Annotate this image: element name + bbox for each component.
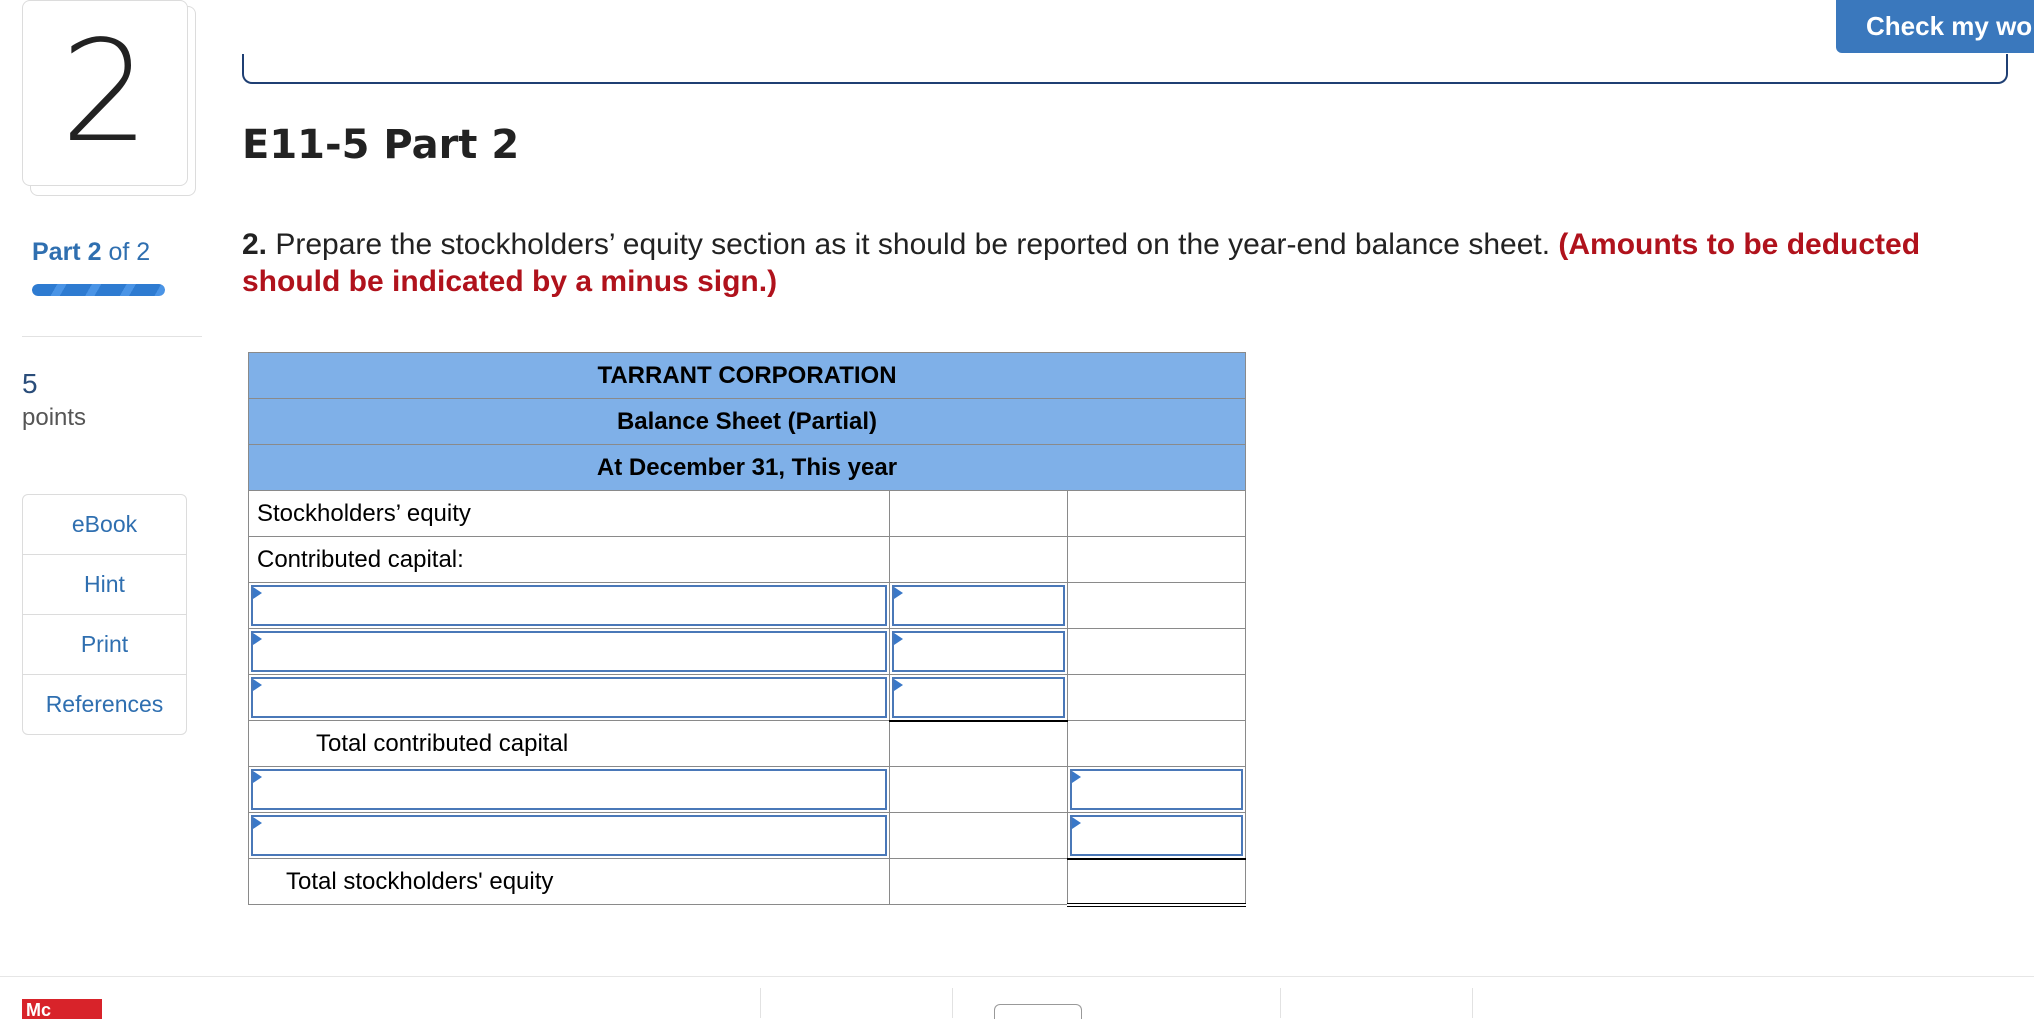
table-row [249,767,1246,813]
company-name: TARRANT CORPORATION [249,353,1246,399]
part-indicator [32,238,150,267]
total-contributed-amount [1068,721,1246,767]
row-label-equity: Stockholders’ equity [249,491,890,537]
account-dropdown-3[interactable] [251,677,887,718]
references-button[interactable]: References [45,691,164,717]
static-cell [890,491,1068,537]
question-number: 2 [22,0,188,186]
account-dropdown-4[interactable] [251,769,887,810]
static-cell [890,537,1068,583]
sidebar-divider [22,336,202,337]
static-cell [890,859,1068,905]
amount-input-2[interactable] [892,631,1065,672]
print-button[interactable]: Print [23,615,186,675]
balance-sheet-table [248,352,1246,907]
table-row [249,537,1246,583]
table-row [249,859,1246,905]
static-cell [1068,491,1246,537]
part-progress-bar [32,284,165,296]
table-row [249,721,1246,767]
points-value: 5 [22,368,38,399]
amount-input-1[interactable] [892,585,1065,626]
content-frame [242,54,2008,84]
statement-name: Balance Sheet (Partial) [249,399,1246,445]
hint-button[interactable]: Hint [23,555,186,615]
page-title: E11-5 Part 2 [242,122,520,168]
table-row [249,583,1246,629]
row-label-total-equity: Total stockholders' equity [249,859,890,905]
static-cell [890,813,1068,859]
amount-input-4[interactable] [1070,769,1243,810]
static-cell [890,721,1068,767]
footer-nav-button[interactable] [994,1004,1082,1019]
account-dropdown-2[interactable] [251,631,887,672]
publisher-logo: Mc [22,999,102,1019]
ebook-button[interactable]: eBook [23,495,186,555]
instructions [242,226,2012,300]
instruction-number: 2. [242,228,268,261]
tools-panel [22,494,187,735]
account-dropdown-5[interactable] [251,815,887,856]
static-cell [890,767,1068,813]
footer-divider [0,976,2034,977]
instruction-note: (Amounts to be deducted should be indicated by a minus sign.) [242,228,1921,298]
table-row [249,813,1246,859]
row-label-contributed: Contributed capital: [249,537,890,583]
part-progress-fill [32,284,165,296]
account-dropdown-1[interactable] [251,585,887,626]
amount-input-5[interactable] [1070,815,1243,856]
row-label-total-contributed: Total contributed capital [249,721,890,767]
static-cell [1068,675,1246,721]
check-my-work-button[interactable]: Check my wo [1836,0,2034,53]
static-cell [1068,537,1246,583]
statement-date: At December 31, This year [249,445,1246,491]
points-label: points [22,404,87,431]
total-equity-amount [1068,859,1246,905]
part-total: of 2 [108,238,151,266]
table-row [249,675,1246,721]
amount-input-3[interactable] [892,677,1065,718]
static-cell [1068,583,1246,629]
instruction-text: Prepare the stockholders’ equity section as it should be reported on the year-end balance sheet. [267,228,1559,261]
part-current: Part 2 [32,238,102,266]
table-row [249,491,1246,537]
table-row [249,629,1246,675]
static-cell [1068,629,1246,675]
